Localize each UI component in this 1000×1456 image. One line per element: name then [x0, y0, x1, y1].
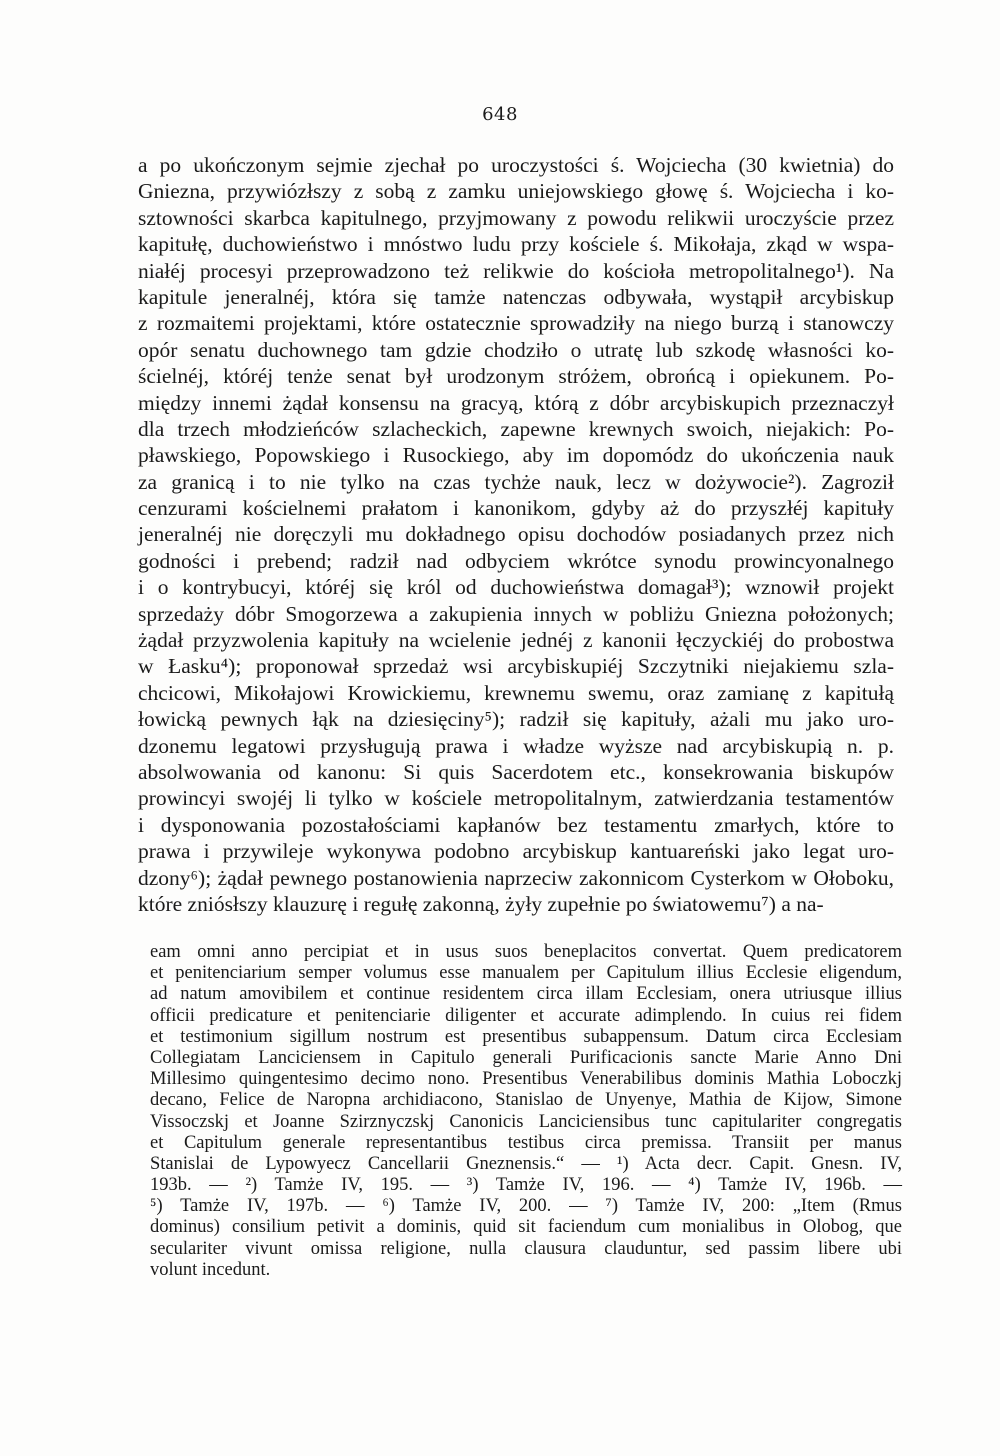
footnote-line: 193b. — ²) Tamże IV, 195. — ³) Tamże IV, 196. — ⁴) Tamże IV, 196b. —: [150, 1175, 902, 1196]
text-line: kapitule jeneralnéj, która się tamże natenczas odbywała, wystąpił arcybiskup: [138, 284, 894, 309]
footnote-line: seculariter vivunt omissa religione, nulla clausura clauduntur, sed passim libere ubi: [150, 1238, 902, 1259]
text-line: kapitułę, duchowieństwo i mnóstwo ludu przy kościele ś. Mikołaja, zkąd w wspa-: [138, 232, 894, 257]
page-number: 648: [482, 104, 518, 125]
footnote-line: Vissoczskj et Joanne Szirznyczskj Canonicis Lanciciensibus tunc capitulariter congregatis: [150, 1111, 902, 1132]
text-line: dzony⁶); żądał pewnego postanowienia naprzeciw zakonnicom Cysterkom w Ołoboku,: [138, 865, 894, 890]
text-line: chcicowi, Mikołajowi Krowickiemu, krewnemu swemu, oraz zamianę z kapitułą: [138, 680, 894, 705]
text-line: ścielnéj, któréj tenże senat był urodzonym stróżem, obrońcą i opiekunem. Po-: [138, 364, 894, 389]
text-line: między innemi żądał konsensu na gracyą, którą z dóbr arcybiskupich przeznaczył: [138, 390, 894, 415]
footnote-line: eam omni anno percipiat et in usus suos beneplacitos convertat. Quem predicatorem: [150, 942, 902, 962]
text-line: żądał przyzwolenia kapituły na wcielenie jednéj z kanonii łęczyckiéj do probostwa: [138, 628, 894, 653]
text-line: prawa i przywileje wykonywa podobno arcybiskup kantuareński jako legat uro-: [138, 839, 894, 864]
footnote-line: Collegiatam Lanciciensem in Capitulo generali Purificacionis sancte Marie Anno Dni: [150, 1047, 902, 1068]
text-line: godności i prebend; radził nad odbyciem wkrótce synodu prowincyonalnego: [138, 548, 894, 573]
text-line: sprzedaży dóbr Smogorzewa a zakupienia innych w pobliżu Gniezna położonych;: [138, 601, 894, 626]
text-line: jeneralnéj nie doręczyli mu dokładnego opisu dochodów posiadanych przez nich: [138, 522, 894, 547]
text-line: niałéj procesyi przeprowadzono też relikwie do kościoła metropolitalnego¹). Na: [138, 258, 894, 283]
text-line: opór senatu duchownego tam gdzie chodziło o utratę lub szkodę własności ko-: [138, 337, 894, 362]
text-line: dla trzech młodzieńców szlacheckich, zapewne krewnych swoich, niejakich: Po-: [138, 416, 894, 441]
text-line: absolwowania od kanonu: Si quis Sacerdotem etc., konsekrowania biskupów: [138, 759, 894, 784]
footnote-line: Millesimo quingentesimo decimo nono. Presentibus Venerabilibus dominis Mathia Loboczkj: [150, 1069, 902, 1090]
footnote-line: et Capitulum generale representantibus testibus circa premissa. Transiit per manus: [150, 1132, 902, 1153]
text-line: które zniósłszy klauzurę i regułę zakonną, żyły zupełnie po światowemu⁷) a na-: [138, 891, 824, 916]
text-line: łowicką pewnych łąk na dziesięciny⁵); radził się kapituły, ażali mu jako uro-: [138, 707, 894, 732]
text-line: za granicą i to nie tylko na czas tychże nauk, lecz w dożywocie²). Zagroził: [138, 469, 894, 494]
text-line: prowincyi swojéj li tylko w kościele metropolitalnym, zatwierdzania testamentów: [138, 786, 894, 811]
text-line: i o kontrybucyi, któréj się król od duchowieństwa domagał³); wznowił projekt: [138, 575, 894, 600]
text-line: cenzurami kościelnemi prałatom i kanonikom, gdyby aż do przyszłéj kapituły: [138, 496, 894, 521]
text-line: z rozmaitemi projektami, które ostatecznie sprowadziły na niego burzą i stanowczy: [138, 311, 894, 336]
footnote-line: dominus) consilium petivit a dominis, quid sit faciendum cum monialibus in Olobog, que: [150, 1217, 902, 1238]
text-line: pławskiego, Popowskiego i Rusockiego, aby im dopomódz do ukończenia nauk: [138, 443, 894, 468]
text-line: Gniezna, przywiózłszy z sobą z zamku uniejowskiego głowę ś. Wojciecha i ko-: [138, 179, 894, 204]
footnote-line: decano, Felice de Naropna archidiacono, Stanislao de Unyenye, Mathia de Kijow, Simone: [150, 1090, 902, 1111]
footnote-line: volunt incedunt.: [150, 1259, 271, 1280]
main-text-block: [138, 152, 894, 917]
text-line: sztowności skarbca kapitulnego, przyjmowany z powodu relikwii uroczyście przez: [138, 205, 894, 230]
text-line: dzonemu legatowi przysługują prawa i władze wyższe nad arcybiskupią n. p.: [138, 733, 894, 758]
footnote-line: officii predicature et penitenciarie diligenter et accurate adimplendo. In cuius rei fidem: [150, 1005, 902, 1026]
text-line: i dysponowania pozostałościami kapłanów bez testamentu zmarłych, które to: [138, 812, 894, 837]
footnote-line: et penitenciarium semper volumus esse manualem per Capitulum illius Ecclesie eligendum,: [150, 963, 902, 984]
text-line: w Łasku⁴); proponował sprzedaż wsi arcybiskupiéj Szczytniki niejakiemu szla-: [138, 654, 894, 679]
footnote-line: ⁵) Tamże IV, 197b. — ⁶) Tamże IV, 200. — ⁷) Tamże IV, 200: „Item (Rmus: [150, 1196, 902, 1217]
footnote-line: et testimonium sigillum nostrum est presentibus subappensum. Datum circa Ecclesiam: [150, 1026, 902, 1047]
footnotes-block: [150, 942, 902, 1281]
footnote-line: Stanislai de Lypowyecz Cancellarii Gneznensis.“ — ¹) Acta decr. Capit. Gnesn. IV,: [150, 1153, 902, 1174]
text-line: a po ukończonym sejmie zjechał po uroczystości ś. Wojciecha (30 kwietnia) do: [138, 153, 894, 177]
footnote-line: ad natum amovibilem et continue residentem circa illam Ecclesiam, onera utriusque illius: [150, 984, 902, 1005]
